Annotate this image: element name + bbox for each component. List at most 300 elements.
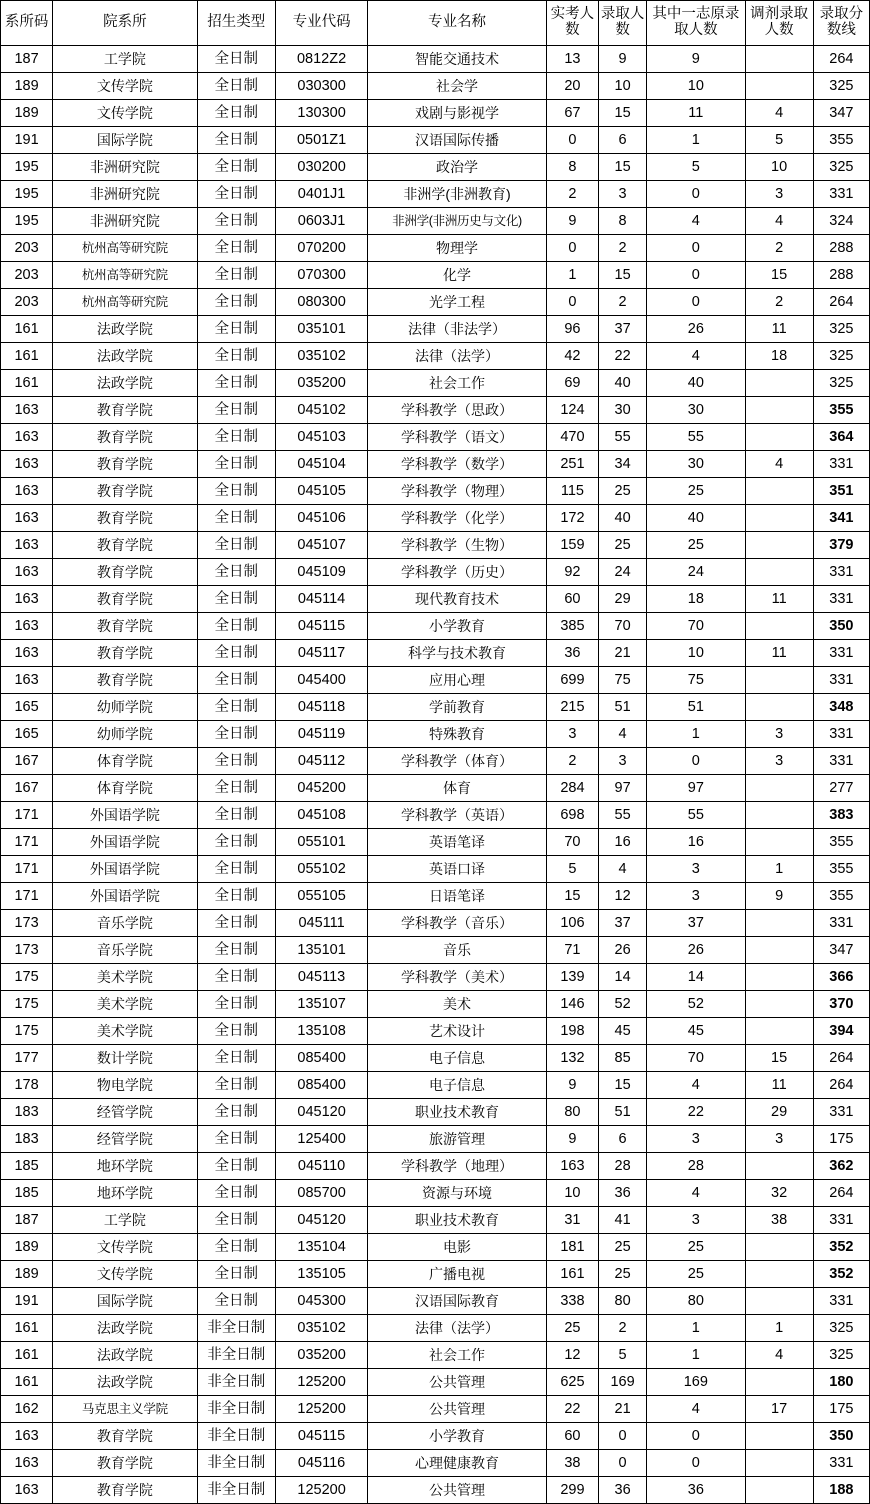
cell-major-name: 学科教学（美术）	[368, 964, 547, 991]
cell-actual-count: 20	[546, 73, 598, 100]
cell-department: 美术学院	[53, 964, 197, 991]
cell-department: 法政学院	[53, 1342, 197, 1369]
cell-adjusted-count	[745, 964, 813, 991]
cell-major-name: 化学	[368, 262, 547, 289]
cell-department: 文传学院	[53, 73, 197, 100]
cell-department: 法政学院	[53, 370, 197, 397]
cell-system-code: 163	[1, 640, 53, 667]
cell-first-choice-count: 70	[647, 613, 745, 640]
cell-adjusted-count: 11	[745, 640, 813, 667]
cell-actual-count: 2	[546, 181, 598, 208]
cell-score-line: 264	[813, 46, 869, 73]
cell-major-code: 045114	[275, 586, 367, 613]
cell-department: 经管学院	[53, 1126, 197, 1153]
cell-major-name: 学科教学（语文）	[368, 424, 547, 451]
cell-system-code: 163	[1, 1477, 53, 1504]
cell-first-choice-count: 52	[647, 991, 745, 1018]
cell-admitted-count: 26	[599, 937, 647, 964]
cell-enrollment-type: 全日制	[197, 775, 275, 802]
cell-enrollment-type: 全日制	[197, 856, 275, 883]
cell-major-code: 085700	[275, 1180, 367, 1207]
cell-admitted-count: 37	[599, 316, 647, 343]
cell-department: 教育学院	[53, 1477, 197, 1504]
cell-department: 法政学院	[53, 1369, 197, 1396]
cell-major-code: 035101	[275, 316, 367, 343]
cell-major-name: 心理健康教育	[368, 1450, 547, 1477]
cell-system-code: 191	[1, 1288, 53, 1315]
cell-enrollment-type: 全日制	[197, 370, 275, 397]
cell-major-name: 学科教学（物理）	[368, 478, 547, 505]
table-row	[1, 1423, 870, 1450]
cell-major-name: 非洲学(非洲教育)	[368, 181, 547, 208]
cell-first-choice-count: 14	[647, 964, 745, 991]
cell-department: 美术学院	[53, 1018, 197, 1045]
cell-enrollment-type: 全日制	[197, 289, 275, 316]
cell-system-code: 175	[1, 991, 53, 1018]
cell-department: 幼师学院	[53, 694, 197, 721]
cell-adjusted-count	[745, 1153, 813, 1180]
cell-first-choice-count: 4	[647, 1180, 745, 1207]
cell-system-code: 161	[1, 1315, 53, 1342]
cell-adjusted-count: 2	[745, 235, 813, 262]
cell-major-name: 社会工作	[368, 1342, 547, 1369]
cell-adjusted-count	[745, 910, 813, 937]
cell-major-code: 045119	[275, 721, 367, 748]
cell-system-code: 163	[1, 559, 53, 586]
cell-department: 外国语学院	[53, 829, 197, 856]
cell-major-code: 085400	[275, 1045, 367, 1072]
cell-score-line: 362	[813, 1153, 869, 1180]
cell-score-line: 350	[813, 1423, 869, 1450]
header-actual-count: 实考人数	[546, 1, 598, 46]
cell-department: 教育学院	[53, 532, 197, 559]
cell-score-line: 288	[813, 262, 869, 289]
cell-system-code: 161	[1, 1342, 53, 1369]
table-row	[1, 1477, 870, 1504]
cell-adjusted-count: 3	[745, 1126, 813, 1153]
table-row	[1, 667, 870, 694]
table-row	[1, 640, 870, 667]
cell-admitted-count: 3	[599, 748, 647, 775]
cell-admitted-count: 2	[599, 1315, 647, 1342]
cell-admitted-count: 169	[599, 1369, 647, 1396]
cell-system-code: 163	[1, 667, 53, 694]
cell-department: 外国语学院	[53, 802, 197, 829]
cell-department: 美术学院	[53, 991, 197, 1018]
cell-system-code: 175	[1, 964, 53, 991]
table-row	[1, 46, 870, 73]
cell-department: 杭州高等研究院	[53, 289, 197, 316]
cell-admitted-count: 29	[599, 586, 647, 613]
cell-major-code: 045111	[275, 910, 367, 937]
cell-actual-count: 3	[546, 721, 598, 748]
cell-department: 非洲研究院	[53, 181, 197, 208]
cell-admitted-count: 37	[599, 910, 647, 937]
cell-score-line: 325	[813, 154, 869, 181]
cell-admitted-count: 10	[599, 73, 647, 100]
cell-major-name: 英语笔译	[368, 829, 547, 856]
cell-adjusted-count	[745, 505, 813, 532]
cell-major-name: 特殊教育	[368, 721, 547, 748]
cell-major-code: 045105	[275, 478, 367, 505]
cell-admitted-count: 8	[599, 208, 647, 235]
cell-major-name: 职业技术教育	[368, 1099, 547, 1126]
cell-actual-count: 284	[546, 775, 598, 802]
cell-enrollment-type: 全日制	[197, 829, 275, 856]
cell-admitted-count: 70	[599, 613, 647, 640]
cell-actual-count: 38	[546, 1450, 598, 1477]
cell-enrollment-type: 全日制	[197, 505, 275, 532]
cell-actual-count: 5	[546, 856, 598, 883]
table-row	[1, 1072, 870, 1099]
cell-department: 马克思主义学院	[53, 1396, 197, 1423]
cell-first-choice-count: 1	[647, 1315, 745, 1342]
cell-first-choice-count: 0	[647, 1450, 745, 1477]
cell-department: 教育学院	[53, 613, 197, 640]
cell-first-choice-count: 3	[647, 1126, 745, 1153]
cell-enrollment-type: 全日制	[197, 1180, 275, 1207]
header-first-choice-count: 其中一志原录取人数	[647, 1, 745, 46]
cell-department: 教育学院	[53, 640, 197, 667]
cell-enrollment-type: 全日制	[197, 478, 275, 505]
cell-major-code: 045200	[275, 775, 367, 802]
cell-admitted-count: 2	[599, 235, 647, 262]
cell-major-code: 070200	[275, 235, 367, 262]
cell-actual-count: 25	[546, 1315, 598, 1342]
table-header-row	[1, 1, 870, 46]
cell-major-code: 080300	[275, 289, 367, 316]
cell-system-code: 163	[1, 451, 53, 478]
table-row	[1, 154, 870, 181]
cell-adjusted-count	[745, 532, 813, 559]
table-row	[1, 721, 870, 748]
cell-enrollment-type: 全日制	[197, 694, 275, 721]
cell-major-code: 125200	[275, 1369, 367, 1396]
cell-score-line: 331	[813, 640, 869, 667]
cell-adjusted-count: 1	[745, 856, 813, 883]
cell-department: 教育学院	[53, 667, 197, 694]
table-row	[1, 262, 870, 289]
cell-actual-count: 67	[546, 100, 598, 127]
cell-score-line: 325	[813, 1315, 869, 1342]
cell-major-name: 社会工作	[368, 370, 547, 397]
cell-adjusted-count	[745, 1477, 813, 1504]
cell-major-code: 045115	[275, 613, 367, 640]
cell-enrollment-type: 全日制	[197, 991, 275, 1018]
table-row	[1, 829, 870, 856]
cell-score-line: 331	[813, 667, 869, 694]
cell-admitted-count: 24	[599, 559, 647, 586]
cell-adjusted-count: 18	[745, 343, 813, 370]
table-row	[1, 235, 870, 262]
cell-adjusted-count	[745, 1369, 813, 1396]
cell-score-line: 331	[813, 1099, 869, 1126]
cell-actual-count: 15	[546, 883, 598, 910]
cell-first-choice-count: 3	[647, 856, 745, 883]
cell-enrollment-type: 全日制	[197, 316, 275, 343]
cell-score-line: 383	[813, 802, 869, 829]
cell-major-code: 045108	[275, 802, 367, 829]
cell-actual-count: 92	[546, 559, 598, 586]
cell-actual-count: 181	[546, 1234, 598, 1261]
cell-admitted-count: 40	[599, 370, 647, 397]
cell-major-name: 汉语国际传播	[368, 127, 547, 154]
cell-enrollment-type: 全日制	[197, 910, 275, 937]
cell-admitted-count: 4	[599, 721, 647, 748]
cell-major-code: 125200	[275, 1477, 367, 1504]
cell-first-choice-count: 4	[647, 208, 745, 235]
cell-major-code: 085400	[275, 1072, 367, 1099]
cell-major-name: 旅游管理	[368, 1126, 547, 1153]
cell-enrollment-type: 全日制	[197, 640, 275, 667]
cell-admitted-count: 51	[599, 1099, 647, 1126]
cell-major-name: 学科教学（数学）	[368, 451, 547, 478]
cell-adjusted-count: 1	[745, 1315, 813, 1342]
cell-adjusted-count: 11	[745, 316, 813, 343]
cell-major-code: 030300	[275, 73, 367, 100]
cell-department: 教育学院	[53, 1423, 197, 1450]
cell-enrollment-type: 全日制	[197, 1126, 275, 1153]
cell-first-choice-count: 36	[647, 1477, 745, 1504]
cell-major-name: 学前教育	[368, 694, 547, 721]
cell-system-code: 163	[1, 1450, 53, 1477]
cell-adjusted-count: 15	[745, 262, 813, 289]
cell-system-code: 163	[1, 586, 53, 613]
cell-enrollment-type: 全日制	[197, 208, 275, 235]
cell-admitted-count: 40	[599, 505, 647, 532]
table-row	[1, 1234, 870, 1261]
table-row	[1, 127, 870, 154]
table-row	[1, 1450, 870, 1477]
cell-major-code: 045400	[275, 667, 367, 694]
cell-major-name: 汉语国际教育	[368, 1288, 547, 1315]
cell-system-code: 163	[1, 397, 53, 424]
cell-actual-count: 115	[546, 478, 598, 505]
cell-enrollment-type: 全日制	[197, 883, 275, 910]
cell-first-choice-count: 10	[647, 640, 745, 667]
cell-major-code: 045115	[275, 1423, 367, 1450]
cell-score-line: 264	[813, 1072, 869, 1099]
table-row	[1, 1207, 870, 1234]
cell-admitted-count: 55	[599, 424, 647, 451]
header-admitted-count: 录取人数	[599, 1, 647, 46]
cell-department: 文传学院	[53, 1261, 197, 1288]
table-row	[1, 1396, 870, 1423]
cell-system-code: 191	[1, 127, 53, 154]
cell-major-name: 光学工程	[368, 289, 547, 316]
cell-admitted-count: 45	[599, 1018, 647, 1045]
table-row	[1, 181, 870, 208]
cell-actual-count: 251	[546, 451, 598, 478]
cell-enrollment-type: 非全日制	[197, 1369, 275, 1396]
cell-adjusted-count	[745, 667, 813, 694]
table-row	[1, 1153, 870, 1180]
table-row	[1, 748, 870, 775]
cell-system-code: 175	[1, 1018, 53, 1045]
cell-actual-count: 159	[546, 532, 598, 559]
cell-first-choice-count: 3	[647, 883, 745, 910]
cell-system-code: 187	[1, 1207, 53, 1234]
cell-actual-count: 146	[546, 991, 598, 1018]
cell-enrollment-type: 全日制	[197, 1072, 275, 1099]
cell-actual-count: 80	[546, 1099, 598, 1126]
cell-system-code: 173	[1, 937, 53, 964]
cell-actual-count: 385	[546, 613, 598, 640]
cell-major-code: 045120	[275, 1207, 367, 1234]
cell-major-code: 045300	[275, 1288, 367, 1315]
cell-major-code: 135104	[275, 1234, 367, 1261]
table-row	[1, 964, 870, 991]
cell-system-code: 171	[1, 802, 53, 829]
cell-department: 体育学院	[53, 748, 197, 775]
cell-major-name: 科学与技术教育	[368, 640, 547, 667]
cell-admitted-count: 28	[599, 1153, 647, 1180]
cell-first-choice-count: 9	[647, 46, 745, 73]
cell-department: 教育学院	[53, 559, 197, 586]
cell-adjusted-count	[745, 46, 813, 73]
cell-score-line: 331	[813, 1207, 869, 1234]
cell-adjusted-count: 11	[745, 1072, 813, 1099]
cell-major-code: 055105	[275, 883, 367, 910]
cell-major-name: 法律（非法学）	[368, 316, 547, 343]
cell-admitted-count: 25	[599, 478, 647, 505]
table-row	[1, 802, 870, 829]
cell-system-code: 189	[1, 100, 53, 127]
cell-actual-count: 71	[546, 937, 598, 964]
table-row	[1, 478, 870, 505]
cell-major-name: 学科教学（历史）	[368, 559, 547, 586]
table-body	[1, 46, 870, 1504]
cell-score-line: 325	[813, 1342, 869, 1369]
cell-system-code: 189	[1, 1261, 53, 1288]
cell-score-line: 325	[813, 73, 869, 100]
cell-admitted-count: 51	[599, 694, 647, 721]
cell-score-line: 324	[813, 208, 869, 235]
cell-first-choice-count: 51	[647, 694, 745, 721]
cell-system-code: 163	[1, 1423, 53, 1450]
cell-first-choice-count: 11	[647, 100, 745, 127]
cell-department: 国际学院	[53, 127, 197, 154]
cell-major-name: 音乐	[368, 937, 547, 964]
cell-adjusted-count: 17	[745, 1396, 813, 1423]
cell-system-code: 173	[1, 910, 53, 937]
cell-major-name: 公共管理	[368, 1477, 547, 1504]
cell-system-code: 187	[1, 46, 53, 73]
cell-actual-count: 0	[546, 127, 598, 154]
cell-major-name: 美术	[368, 991, 547, 1018]
cell-system-code: 171	[1, 829, 53, 856]
cell-score-line: 331	[813, 451, 869, 478]
cell-score-line: 394	[813, 1018, 869, 1045]
cell-enrollment-type: 全日制	[197, 559, 275, 586]
cell-department: 杭州高等研究院	[53, 235, 197, 262]
cell-score-line: 188	[813, 1477, 869, 1504]
cell-major-code: 0812Z2	[275, 46, 367, 73]
cell-first-choice-count: 55	[647, 802, 745, 829]
cell-score-line: 331	[813, 1450, 869, 1477]
cell-adjusted-count: 4	[745, 1342, 813, 1369]
cell-major-name: 电子信息	[368, 1072, 547, 1099]
cell-major-name: 资源与环境	[368, 1180, 547, 1207]
cell-score-line: 264	[813, 1180, 869, 1207]
cell-major-code: 055101	[275, 829, 367, 856]
table-row	[1, 1342, 870, 1369]
cell-score-line: 351	[813, 478, 869, 505]
cell-adjusted-count	[745, 370, 813, 397]
cell-admitted-count: 15	[599, 154, 647, 181]
cell-adjusted-count: 4	[745, 208, 813, 235]
cell-major-code: 045107	[275, 532, 367, 559]
cell-department: 文传学院	[53, 100, 197, 127]
cell-adjusted-count: 29	[745, 1099, 813, 1126]
cell-first-choice-count: 28	[647, 1153, 745, 1180]
cell-score-line: 331	[813, 721, 869, 748]
cell-adjusted-count: 15	[745, 1045, 813, 1072]
table-row	[1, 505, 870, 532]
cell-department: 国际学院	[53, 1288, 197, 1315]
cell-actual-count: 2	[546, 748, 598, 775]
cell-major-name: 现代教育技术	[368, 586, 547, 613]
cell-major-code: 035200	[275, 370, 367, 397]
cell-department: 地环学院	[53, 1153, 197, 1180]
cell-first-choice-count: 0	[647, 262, 745, 289]
cell-score-line: 347	[813, 937, 869, 964]
cell-major-code: 035200	[275, 1342, 367, 1369]
cell-actual-count: 9	[546, 1126, 598, 1153]
table-row	[1, 451, 870, 478]
cell-score-line: 355	[813, 397, 869, 424]
cell-admitted-count: 15	[599, 100, 647, 127]
cell-admitted-count: 36	[599, 1477, 647, 1504]
cell-first-choice-count: 30	[647, 397, 745, 424]
cell-admitted-count: 25	[599, 532, 647, 559]
cell-actual-count: 625	[546, 1369, 598, 1396]
cell-score-line: 175	[813, 1126, 869, 1153]
cell-first-choice-count: 1	[647, 1342, 745, 1369]
header-adjusted-count: 调剂录取人数	[745, 1, 813, 46]
cell-admitted-count: 6	[599, 127, 647, 154]
cell-score-line: 288	[813, 235, 869, 262]
cell-score-line: 331	[813, 181, 869, 208]
cell-first-choice-count: 1	[647, 127, 745, 154]
cell-enrollment-type: 全日制	[197, 613, 275, 640]
cell-admitted-count: 36	[599, 1180, 647, 1207]
table-row	[1, 1045, 870, 1072]
cell-major-code: 045112	[275, 748, 367, 775]
cell-major-code: 030200	[275, 154, 367, 181]
cell-actual-count: 96	[546, 316, 598, 343]
cell-major-name: 学科教学（生物）	[368, 532, 547, 559]
cell-adjusted-count: 32	[745, 1180, 813, 1207]
header-score-line: 录取分数线	[813, 1, 869, 46]
cell-adjusted-count	[745, 829, 813, 856]
cell-score-line: 352	[813, 1261, 869, 1288]
cell-major-name: 小学教育	[368, 1423, 547, 1450]
cell-score-line: 331	[813, 748, 869, 775]
table-row	[1, 316, 870, 343]
cell-admitted-count: 5	[599, 1342, 647, 1369]
cell-major-name: 艺术设计	[368, 1018, 547, 1045]
cell-admitted-count: 2	[599, 289, 647, 316]
cell-actual-count: 8	[546, 154, 598, 181]
cell-major-name: 社会学	[368, 73, 547, 100]
cell-first-choice-count: 70	[647, 1045, 745, 1072]
cell-major-name: 体育	[368, 775, 547, 802]
cell-major-code: 135105	[275, 1261, 367, 1288]
cell-first-choice-count: 37	[647, 910, 745, 937]
cell-first-choice-count: 26	[647, 316, 745, 343]
cell-adjusted-count: 2	[745, 289, 813, 316]
